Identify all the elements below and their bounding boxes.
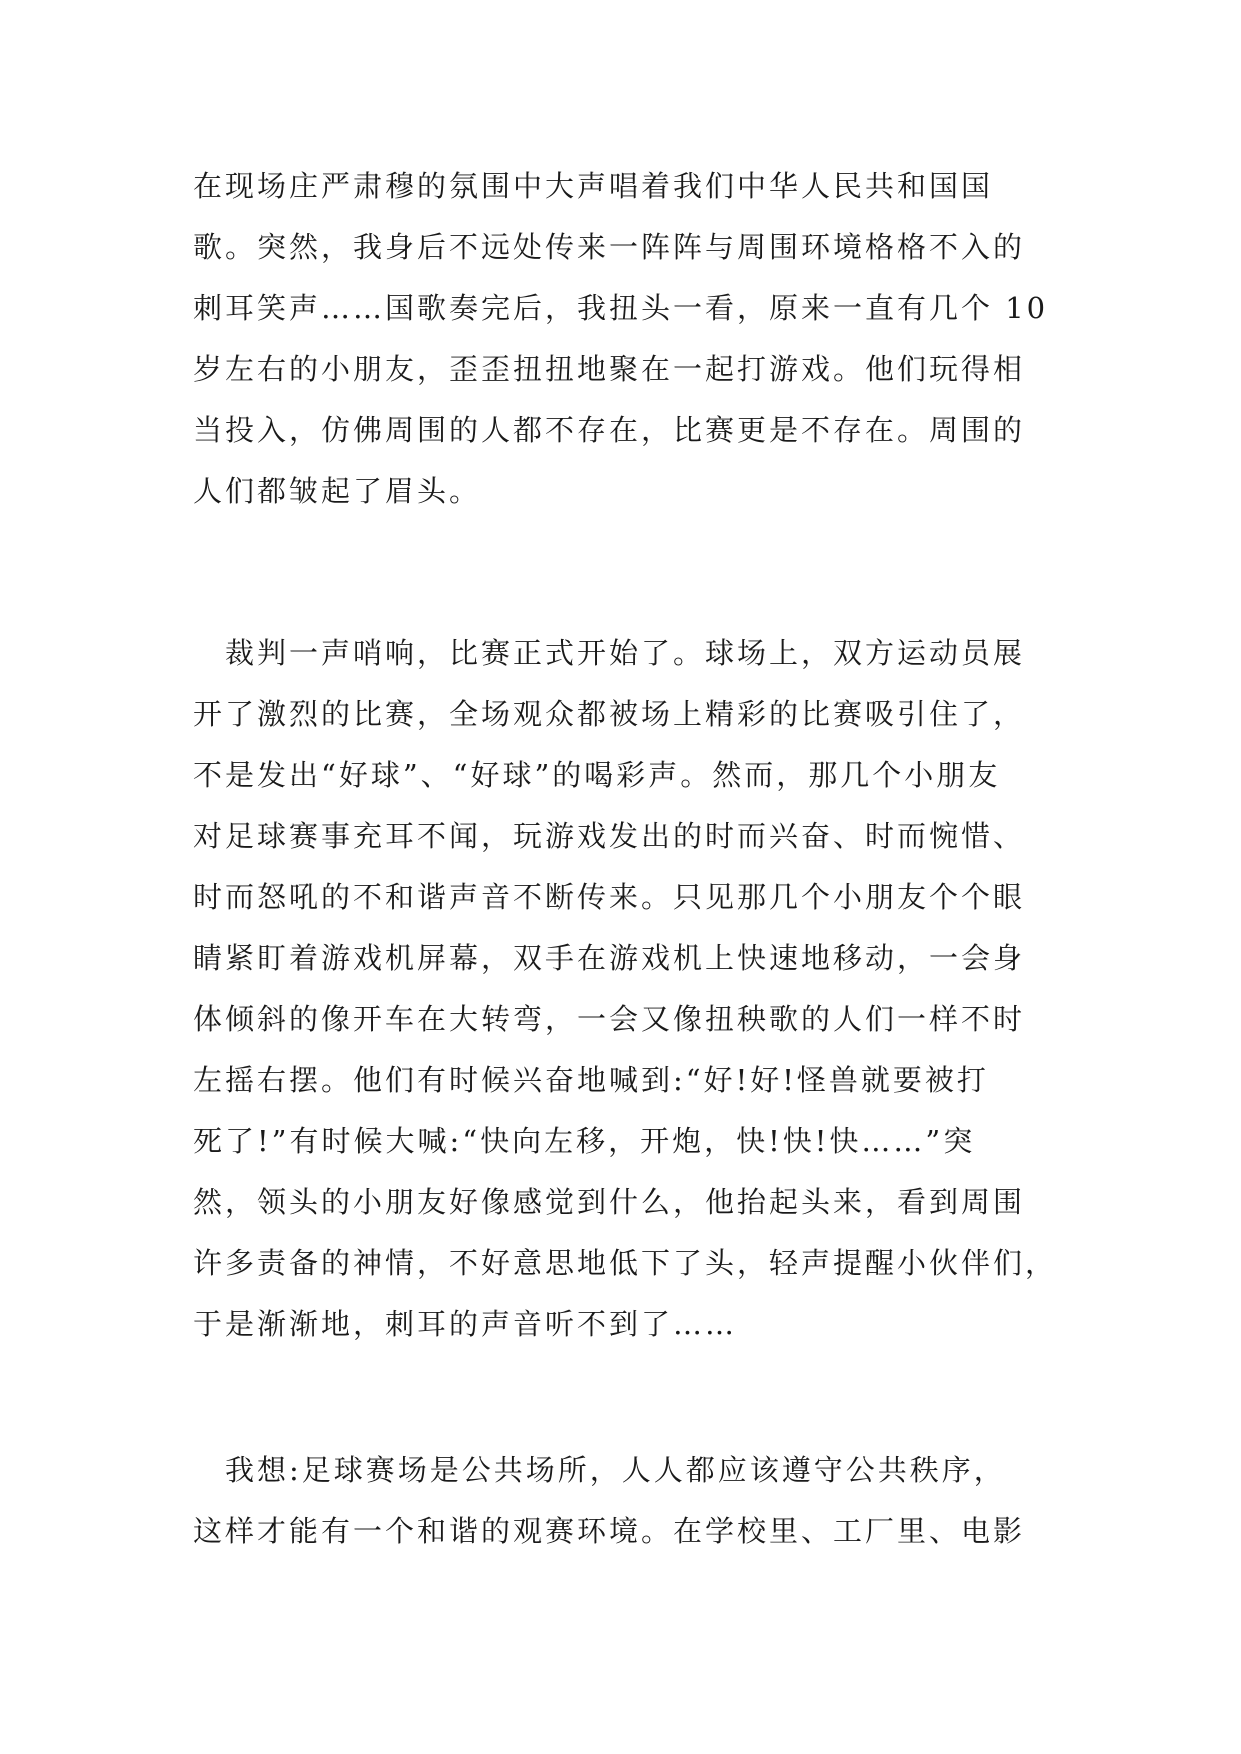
text-line: 我想:足球赛场是公共场所，人人都应该遵守公共秩序，	[193, 1453, 1006, 1487]
paragraph-3	[193, 1440, 1053, 1562]
text-line: 当投入，仿佛周围的人都不存在，比赛更是不存在。周围的	[193, 413, 1026, 447]
text-line: 刺耳笑声……国歌奏完后，我扭头一看，原来一直有几个 10	[193, 291, 1049, 325]
paragraph-1	[193, 156, 1053, 522]
text-line: 许多责备的神情，不好意思地低下了头，轻声提醒小伙伴们，	[193, 1246, 1058, 1280]
text-line: 于是渐渐地，刺耳的声音听不到了……	[193, 1307, 738, 1341]
text-line: 开了激烈的比赛，全场观众都被场上精彩的比赛吸引住了，	[193, 697, 1026, 731]
text-line: 左摇右摆。他们有时候兴奋地喊到:“好!好!怪兽就要被打	[193, 1063, 989, 1097]
text-line: 歌。突然，我身后不远处传来一阵阵与周围环境格格不入的	[193, 230, 1026, 264]
text-line: 这样才能有一个和谐的观赛环境。在学校里、工厂里、电影	[193, 1514, 1026, 1548]
text-line: 睛紧盯着游戏机屏幕，双手在游戏机上快速地移动，一会身	[193, 941, 1026, 975]
paragraph-2	[193, 623, 1058, 1355]
text-line: 死了!”有时候大喊:“快向左移，开炮，快!快!快……”突	[193, 1124, 976, 1158]
text-line: 然，领头的小朋友好像感觉到什么，他抬起头来，看到周围	[193, 1185, 1026, 1219]
text-line: 不是发出“好球”、“好球”的喝彩声。然而，那几个小朋友	[193, 758, 1001, 792]
text-line: 岁左右的小朋友，歪歪扭扭地聚在一起打游戏。他们玩得相	[193, 352, 1026, 386]
text-line: 时而怒吼的不和谐声音不断传来。只见那几个小朋友个个眼	[193, 880, 1026, 914]
text-line: 体倾斜的像开车在大转弯，一会又像扭秧歌的人们一样不时	[193, 1002, 1026, 1036]
text-line: 在现场庄严肃穆的氛围中大声唱着我们中华人民共和国国	[193, 169, 994, 203]
text-line: 裁判一声哨响，比赛正式开始了。球场上，双方运动员展	[193, 636, 1026, 670]
text-line: 人们都皱起了眉头。	[193, 474, 482, 508]
text-line: 对足球赛事充耳不闻，玩游戏发出的时而兴奋、时而惋惜、	[193, 819, 1026, 853]
